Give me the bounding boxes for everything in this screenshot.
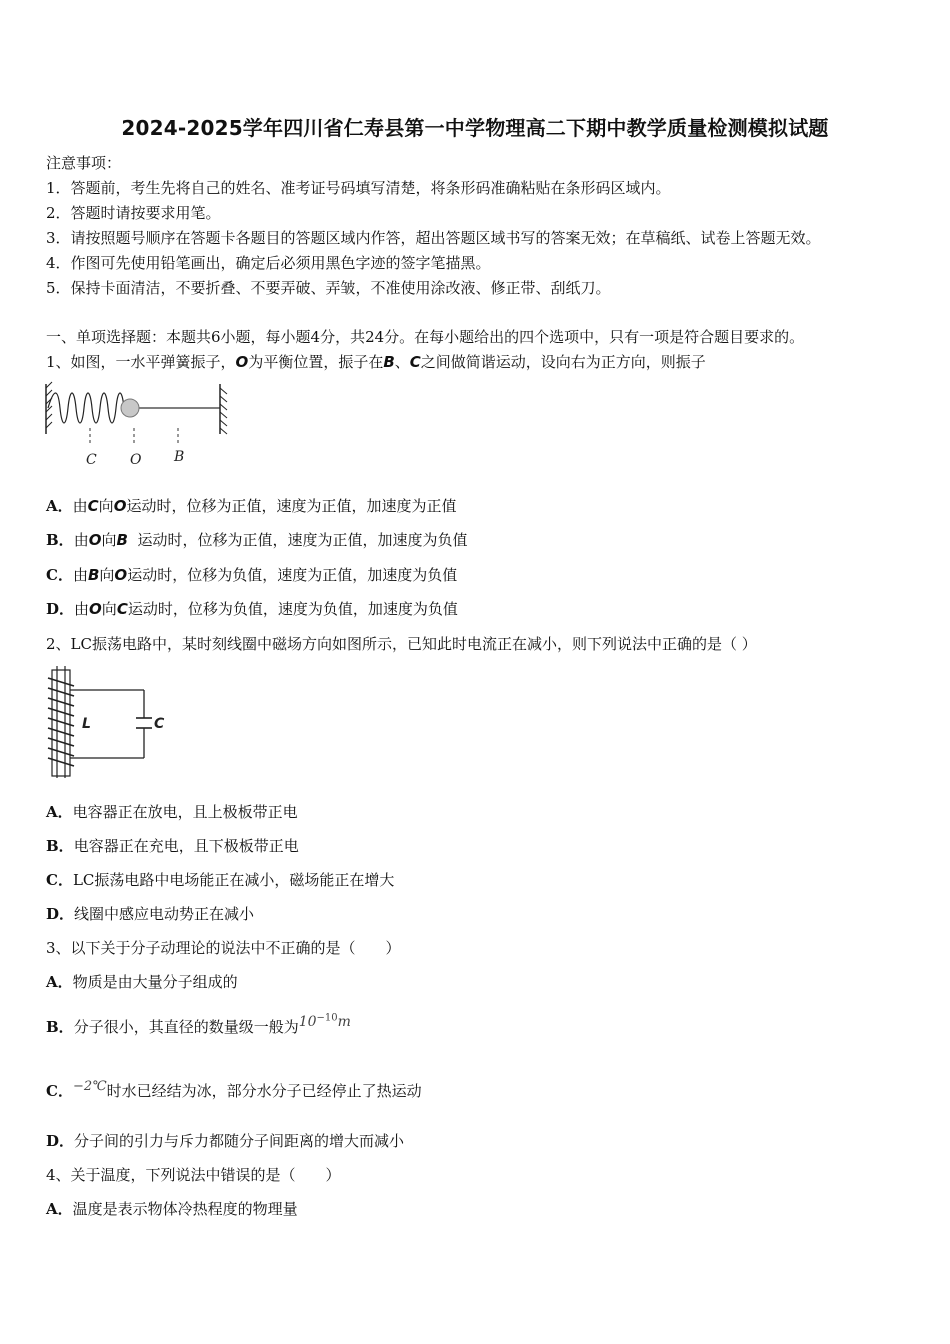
math-expression: $10^{-10}m$ xyxy=(298,1012,351,1030)
question-4-stem: 4、关于温度，下列说法中错误的是（ ） xyxy=(46,1166,341,1184)
figure-label-c: C xyxy=(86,452,97,468)
notice-item: 1．答题前，考生先将自己的姓名、准考证号码填写清楚，将条形码准确粘贴在条形码区域内。 xyxy=(46,179,671,197)
figure-label-o: O xyxy=(130,452,142,468)
question-3-stem: 3、以下关于分子动理论的说法中不正确的是（ ） xyxy=(46,939,401,957)
question-3-option-a[interactable]: A．物质是由大量分子组成的 xyxy=(46,973,238,991)
symbol-c: C xyxy=(409,353,421,371)
notice-item: 5．保持卡面清洁，不要折叠、不要弄破、弄皱，不准使用涂改液、修正带、刮纸刀。 xyxy=(46,279,611,297)
question-1-stem: 1、如图，一水平弹簧振子，O为平衡位置，振子在B、C之间做简谐运动，设向右为正方向，则振子 xyxy=(46,353,706,371)
question-1-option-b[interactable]: B．由O向B 运动时，位移为正值，速度为正值，加速度为负值 xyxy=(46,531,468,549)
question-4-option-a[interactable]: A．温度是表示物体冷热程度的物理量 xyxy=(46,1200,298,1218)
page-title: 2024-2025学年四川省仁寿县第一中学物理高二下期中教学质量检测模拟试题 xyxy=(121,116,829,140)
notice-item: 4．作图可先使用铅笔画出，确定后必须用黑色字迹的签字笔描黑。 xyxy=(46,254,491,272)
lc-circuit-figure xyxy=(44,666,174,781)
question-2-stem: 2、LC振荡电路中，某时刻线圈中磁场方向如图所示，已知此时电流正在减小，则下列说法中正确的是（ ） xyxy=(46,635,757,653)
question-3-option-b[interactable]: B．分子很小，其直径的数量级一般为$10^{-10}m$ xyxy=(46,1012,351,1036)
figure-label-c: C xyxy=(154,716,165,732)
question-2-option-b[interactable]: B．电容器正在充电，且下极板带正电 xyxy=(46,837,299,855)
question-1-option-a[interactable]: A．由C向O运动时，位移为正值，速度为正值，加速度为正值 xyxy=(46,497,457,515)
math-expression: −2℃ xyxy=(72,1079,107,1094)
notice-item: 2．答题时请按要求用笔。 xyxy=(46,204,221,222)
question-2-option-c[interactable]: C．LC振荡电路中电场能正在减小，磁场能正在增大 xyxy=(46,871,395,889)
question-3-option-c[interactable]: C．−2℃时水已经结为冰，部分水分子已经停止了热运动 xyxy=(46,1079,422,1100)
question-3-option-d[interactable]: D．分子间的引力与斥力都随分子间距离的增大而减小 xyxy=(46,1132,405,1150)
question-1-option-d[interactable]: D．由O向C运动时，位移为负值，速度为负值，加速度为负值 xyxy=(46,600,458,618)
figure-label-b: B xyxy=(174,449,185,465)
symbol-b: B xyxy=(383,353,395,371)
question-1-option-c[interactable]: C．由B向O运动时，位移为负值，速度为正值，加速度为负值 xyxy=(46,566,458,584)
figure-label-l: L xyxy=(82,716,91,732)
notice-item: 3．请按照题号顺序在答题卡各题目的答题区域内作答，超出答题区域书写的答案无效；在草稿纸、试卷上答题无效。 xyxy=(46,229,821,247)
question-2-option-a[interactable]: A．电容器正在放电，且上极板带正电 xyxy=(46,803,298,821)
notice-heading: 注意事项： xyxy=(46,154,122,172)
section-heading: 一、单项选择题：本题共6小题，每小题4分，共24分。在每小题给出的四个选项中，只有一项是符合题目要求的。 xyxy=(46,328,805,346)
spring-oscillator-figure xyxy=(44,384,244,474)
question-2-option-d[interactable]: D．线圈中感应电动势正在减小 xyxy=(46,905,255,923)
symbol-o: O xyxy=(235,353,249,371)
